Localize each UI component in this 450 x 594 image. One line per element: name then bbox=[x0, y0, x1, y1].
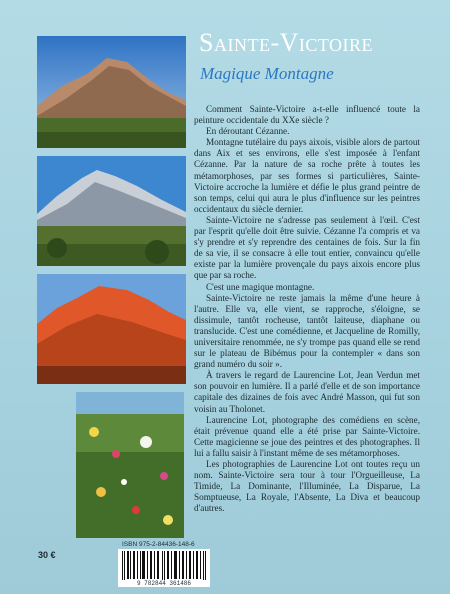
paragraph: Sainte-Victoire ne s'adresse pas seulement à l'œil. C'est par l'esprit qu'elle doit être suivie. Cézanne l'a compris et va s'y prendre et s'y reprendre des centaines de fois. Sur la fin de sa vie, il se consacre à elle tout entier, convaincu qu'elle existe par la lumière provençale du pays aixois encore plus que par sa roche. bbox=[194, 214, 420, 281]
paragraph: Comment Sainte-Victoire a-t-elle influencé toute la peinture occidentale du XXe siècle ? bbox=[194, 104, 420, 126]
paragraph: En déroutant Cézanne. bbox=[206, 126, 290, 137]
isbn: ISBN 975-2-84436-148-6 bbox=[122, 541, 195, 548]
barcode-digits: 9 782844 361486 bbox=[118, 580, 210, 587]
book-title: Sainte-Victoire bbox=[199, 28, 374, 57]
paragraph: Montagne tutélaire du pays aixois, visible alors de partout dans Aix et ses environs, elle s'est imposée à l'enfant Cézanne. Par la nature de sa roche prête à toutes les métamorphoses, par ses formes si particulières, Sainte-Victoire accroche la lumière et défie le plus grand peintre de son temps, celui qui aura le plus d'influence sur les peintres occidentaux du siècle dernier. bbox=[194, 137, 420, 214]
paragraph: Sainte-Victoire ne reste jamais la même d'une heure à l'autre. Elle va, elle vient, se rapproche, s'éloigne, se dissimule, tantôt rocheuse, tantôt laiteuse, diaphane ou translucide. C'est une comédienne, et Jacqueline de Romilly, universitaire renommée, ne s'y trompe pas quand elle se rend sur le plateau de Bibémus pour la contempler « dans son grand numéro du soir ». bbox=[194, 292, 420, 370]
barcode-icon bbox=[118, 549, 210, 581]
paragraph: C'est une magique montagne. bbox=[206, 281, 315, 292]
paragraph: Les photographies de Laurencine Lot ont toutes reçu un nom. Sainte-Victoire sera tour à tour l'Orgueilleuse, La Timide, La Dominante, l'Illuminée, La Disparue, La Somptueuse, La Royale, l'Absente, La Diva et beaucoup d'autres. bbox=[194, 459, 420, 514]
photo-mountain-forest bbox=[37, 156, 186, 266]
book-subtitle: Magique Montagne bbox=[200, 64, 334, 83]
photo-mountain-day bbox=[37, 36, 186, 148]
back-cover-text bbox=[194, 104, 420, 514]
paragraph: À travers le regard de Laurencine Lot, Jean Verdun met son pouvoir en lumière. Il a parlé d'elle et de son importance capitale des dizaines de fois avec André Masson, qui fut son voisin au Tholonet. bbox=[194, 370, 420, 414]
paragraph: Laurencine Lot, photographe des comédiens en scène, était prévenue quand elle a été prise par Sainte-Victoire. Cette magicienne se joue des peintres et des photographes. Il lui a fallu saisir à l'instant même de ses métamorphoses. bbox=[194, 414, 420, 458]
photo-wildflowers bbox=[76, 392, 184, 538]
price: 30 € bbox=[38, 550, 56, 560]
photo-mountain-sunset bbox=[37, 274, 186, 384]
